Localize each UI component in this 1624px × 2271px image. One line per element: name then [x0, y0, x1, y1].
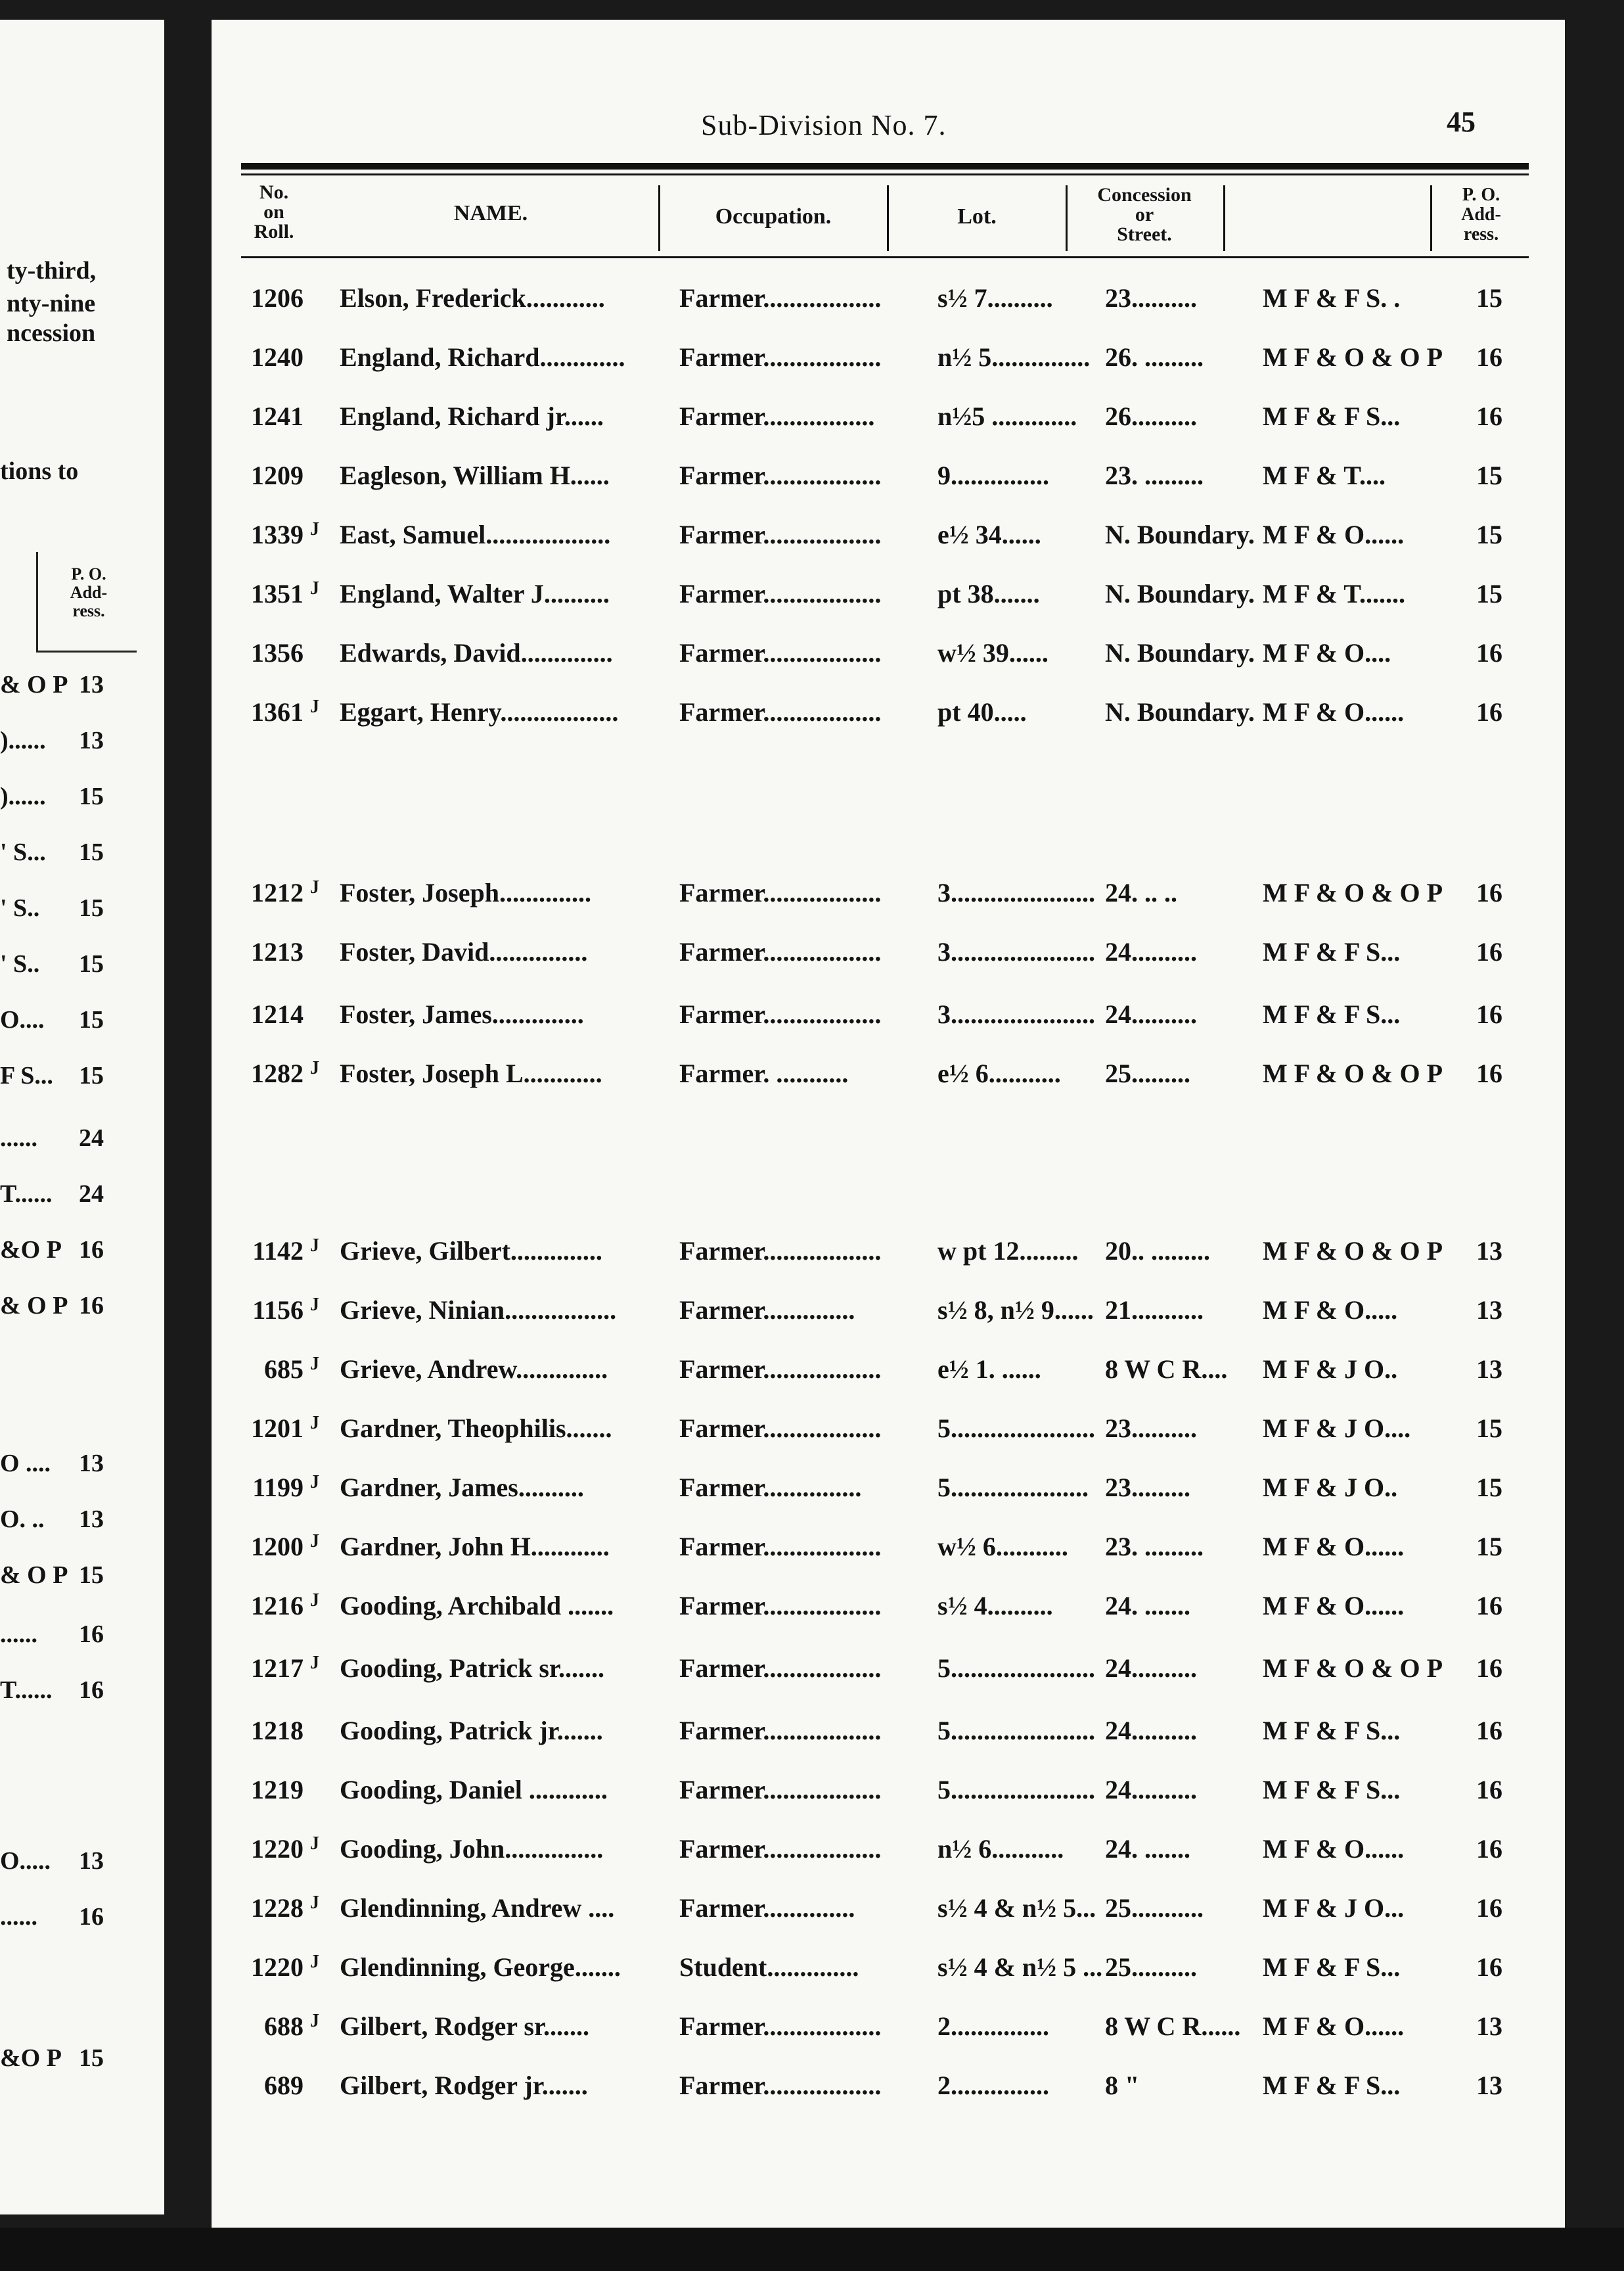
roll-number: 1228: [251, 1893, 304, 1923]
left-page-affiliation: F S...: [0, 1062, 53, 1090]
po-address: 16: [1476, 1716, 1502, 1745]
left-page-po-number: 15: [79, 894, 104, 922]
left-page-po-number: 15: [79, 838, 104, 866]
occupation: Farmer..................: [679, 1834, 882, 1864]
po-address: 13: [1476, 2071, 1502, 2100]
occupation: Farmer..................: [679, 937, 882, 967]
roll-number: 1216: [251, 1591, 304, 1620]
occupation: Farmer..................: [679, 342, 882, 372]
left-page-text-line: tions to: [0, 457, 79, 485]
concession: 24..........: [1105, 1716, 1197, 1745]
left-facing-page: [0, 20, 164, 2214]
column-divider: [1223, 185, 1225, 251]
voter-name: Gooding, Patrick jr.......: [340, 1716, 603, 1745]
concession: 8 W C R....: [1105, 1354, 1228, 1384]
voter-name: England, Richard.............: [340, 342, 625, 372]
header-top-rule: [241, 163, 1529, 170]
main-page: [212, 20, 1565, 2267]
concession: 23..........: [1105, 1413, 1197, 1443]
political-affiliation: M F & T.......: [1263, 579, 1406, 608]
voter-name: Glendinning, George.......: [340, 1952, 621, 1982]
left-page-po-number: 13: [79, 1505, 104, 1533]
juror-mark: J: [310, 1590, 319, 1611]
roll-number: 1220: [251, 1952, 304, 1982]
lot: s½ 4 & n½ 5...: [937, 1893, 1096, 1923]
political-affiliation: M F & F S...: [1263, 1716, 1401, 1745]
po-address: 16: [1476, 1952, 1502, 1982]
column-divider: [887, 185, 889, 251]
political-affiliation: M F & O......: [1263, 697, 1405, 727]
voter-name: Gilbert, Rodger sr.......: [340, 2011, 589, 2041]
roll-number: 688: [264, 2011, 304, 2041]
po-address: 15: [1476, 1532, 1502, 1561]
political-affiliation: M F & O & O P: [1263, 1236, 1443, 1266]
juror-mark: J: [310, 519, 319, 539]
political-affiliation: M F & O......: [1263, 1591, 1405, 1620]
juror-mark: J: [310, 2011, 319, 2031]
occupation: Farmer..................: [679, 1413, 882, 1443]
occupation: Farmer..................: [679, 697, 882, 727]
left-page-po-number: 16: [79, 1292, 104, 1319]
occupation: Farmer.................: [679, 401, 875, 431]
left-page-po-header: P. O. Add- ress.: [70, 564, 108, 620]
voter-name: England, Richard jr......: [340, 401, 604, 431]
concession: 23..........: [1105, 283, 1197, 313]
concession: 8 ": [1105, 2071, 1140, 2100]
lot: s½ 7..........: [937, 283, 1053, 313]
po-address: 16: [1476, 1653, 1502, 1683]
lot: e½ 1. ......: [937, 1354, 1041, 1384]
left-page-po-number: 15: [79, 1006, 104, 1034]
po-address: 15: [1476, 1413, 1502, 1443]
juror-mark: J: [310, 1235, 319, 1256]
political-affiliation: M F & F S. .: [1263, 283, 1401, 313]
roll-number: 1217: [251, 1653, 304, 1683]
concession: 25...........: [1105, 1893, 1204, 1923]
voter-name: Gooding, Daniel ............: [340, 1775, 608, 1804]
roll-number: 1339: [251, 520, 304, 549]
header-top-thin-rule: [241, 173, 1529, 175]
voter-name: Grieve, Ninian.................: [340, 1295, 617, 1325]
political-affiliation: M F & F S...: [1263, 1775, 1401, 1804]
left-page-affiliation: ......: [0, 1620, 37, 1648]
occupation: Farmer..................: [679, 999, 882, 1029]
lot: 3......................: [937, 878, 1095, 907]
lot: 3......................: [937, 937, 1095, 967]
column-divider: [1430, 185, 1432, 251]
lot: 5.....................: [937, 1473, 1089, 1502]
voter-name: Elson, Frederick............: [340, 283, 605, 313]
roll-number: 1220: [251, 1834, 304, 1864]
voter-name: Gilbert, Rodger jr.......: [340, 2071, 588, 2100]
political-affiliation: M F & T....: [1263, 461, 1386, 490]
roll-number: 1218: [251, 1716, 304, 1745]
concession: 26..........: [1105, 401, 1197, 431]
voter-name: England, Walter J..........: [340, 579, 610, 608]
roll-number: 1214: [251, 999, 304, 1029]
political-affiliation: M F & O & O P: [1263, 1653, 1443, 1683]
concession: 8 W C R......: [1105, 2011, 1241, 2041]
occupation: Farmer..................: [679, 1775, 882, 1804]
concession: 24..........: [1105, 1653, 1197, 1683]
political-affiliation: M F & J O...: [1263, 1893, 1405, 1923]
left-page-po-number: 15: [79, 1561, 104, 1589]
left-page-po-number: 15: [79, 783, 104, 810]
juror-mark: J: [310, 1531, 319, 1551]
po-address: 16: [1476, 878, 1502, 907]
occupation: Farmer..................: [679, 1236, 882, 1266]
lot: n½ 6...........: [937, 1834, 1064, 1864]
occupation: Farmer..................: [679, 638, 882, 668]
left-page-affiliation: &O P: [0, 1236, 62, 1264]
juror-mark: J: [310, 1653, 319, 1673]
left-page-po-number: 16: [79, 1676, 104, 1704]
roll-number: 1199: [252, 1473, 304, 1502]
juror-mark: J: [310, 1354, 319, 1374]
column-divider: [658, 185, 660, 251]
political-affiliation: M F & F S...: [1263, 937, 1401, 967]
juror-mark: J: [310, 1833, 319, 1854]
voter-name: Gooding, Archibald .......: [340, 1591, 614, 1620]
left-page-affiliation: )......: [0, 783, 46, 810]
left-page-affiliation: O. ..: [0, 1505, 45, 1533]
juror-mark: J: [310, 1472, 319, 1492]
concession: 20.. .........: [1105, 1236, 1210, 1266]
political-affiliation: M F & O & O P: [1263, 878, 1443, 907]
lot: n½ 5...............: [937, 342, 1091, 372]
roll-number: 685: [264, 1354, 304, 1384]
po-address: 13: [1476, 1295, 1502, 1325]
voter-name: East, Samuel...................: [340, 520, 611, 549]
po-address: 16: [1476, 1775, 1502, 1804]
juror-mark: J: [310, 1413, 319, 1433]
roll-number: 1241: [251, 401, 304, 431]
lot: 5......................: [937, 1653, 1095, 1683]
left-page-po-number: 15: [79, 950, 104, 978]
occupation: Farmer..................: [679, 1354, 882, 1384]
left-page-affiliation: T......: [0, 1676, 53, 1704]
roll-number: 1356: [251, 638, 304, 668]
concession: 24. .......: [1105, 1834, 1190, 1864]
lot: w½ 39......: [937, 638, 1049, 668]
occupation: Farmer..................: [679, 2011, 882, 2041]
po-address: 16: [1476, 1591, 1502, 1620]
lot: n½5 .............: [937, 401, 1077, 431]
left-page-text-line: ty-third,: [7, 257, 97, 285]
voter-name: Gardner, Theophilis.......: [340, 1413, 612, 1443]
political-affiliation: M F & J O....: [1263, 1413, 1411, 1443]
political-affiliation: M F & F S...: [1263, 999, 1401, 1029]
occupation: Farmer. ...........: [679, 1059, 849, 1088]
header-roll: No. on Roll.: [254, 181, 294, 242]
left-page-affiliation: T......: [0, 1180, 53, 1208]
roll-number: 1219: [251, 1775, 304, 1804]
concession: N. Boundary.: [1105, 697, 1255, 727]
roll-number: 1240: [251, 342, 304, 372]
left-page-po-number: 15: [79, 2044, 104, 2072]
header-bottom-rule: [241, 256, 1529, 258]
voter-name: Grieve, Andrew..............: [340, 1354, 608, 1384]
po-address: 15: [1476, 520, 1502, 549]
concession: 24..........: [1105, 999, 1197, 1029]
occupation: Farmer..................: [679, 2071, 882, 2100]
political-affiliation: M F & O....: [1263, 638, 1391, 668]
left-page-affiliation: &O P: [0, 2044, 62, 2072]
occupation: Farmer..................: [679, 1591, 882, 1620]
roll-number: 1142: [252, 1236, 304, 1266]
political-affiliation: M F & J O..: [1263, 1354, 1398, 1384]
lot: w½ 6...........: [937, 1532, 1068, 1561]
po-address: 15: [1476, 579, 1502, 608]
occupation: Farmer..................: [679, 1653, 882, 1683]
occupation: Farmer..................: [679, 579, 882, 608]
left-page-po-number: 13: [79, 671, 104, 699]
voter-name: Glendinning, Andrew ....: [340, 1893, 615, 1923]
political-affiliation: M F & F S...: [1263, 1952, 1401, 1982]
roll-number: 1200: [251, 1532, 304, 1561]
occupation: Farmer..................: [679, 1716, 882, 1745]
political-affiliation: M F & J O..: [1263, 1473, 1398, 1502]
lot: e½ 34......: [937, 520, 1041, 549]
po-address: 15: [1476, 283, 1502, 313]
left-page-po-number: 13: [79, 727, 104, 754]
lot: 5......................: [937, 1413, 1095, 1443]
left-page-affiliation: ......: [0, 1903, 37, 1931]
concession: 23.........: [1105, 1473, 1190, 1502]
political-affiliation: M F & O......: [1263, 1834, 1405, 1864]
voter-name: Grieve, Gilbert..............: [340, 1236, 602, 1266]
roll-number: 1282: [251, 1059, 304, 1088]
lot: pt 40.....: [937, 697, 1027, 727]
voter-name: Edwards, David..............: [340, 638, 613, 668]
lot: s½ 4..........: [937, 1591, 1053, 1620]
political-affiliation: M F & O.....: [1263, 1295, 1398, 1325]
occupation: Farmer..................: [679, 461, 882, 490]
occupation: Farmer..................: [679, 283, 882, 313]
concession: N. Boundary.: [1105, 579, 1255, 608]
po-address: 16: [1476, 697, 1502, 727]
concession: 25.........: [1105, 1059, 1190, 1088]
roll-number: 1209: [251, 461, 304, 490]
voter-name: Foster, Joseph..............: [340, 878, 591, 907]
occupation: Farmer..................: [679, 1532, 882, 1561]
lot: w pt 12.........: [937, 1236, 1079, 1266]
po-address: 16: [1476, 401, 1502, 431]
roll-number: 1213: [251, 937, 304, 967]
concession: 24..........: [1105, 1775, 1197, 1804]
juror-mark: J: [310, 877, 319, 898]
left-page-affiliation: ......: [0, 1124, 37, 1152]
concession: 23. .........: [1105, 461, 1204, 490]
concession: 23. .........: [1105, 1532, 1204, 1561]
po-address: 16: [1476, 342, 1502, 372]
header-po-address: P. O. Add- ress.: [1461, 185, 1501, 244]
political-affiliation: M F & O......: [1263, 520, 1405, 549]
concession: 25..........: [1105, 1952, 1197, 1982]
left-page-po-number: 24: [79, 1180, 104, 1208]
roll-number: 1212: [251, 878, 304, 907]
juror-mark: J: [310, 1295, 319, 1315]
occupation: Farmer..............: [679, 1893, 855, 1923]
concession: 26. .........: [1105, 342, 1204, 372]
concession: 24. .......: [1105, 1591, 1190, 1620]
left-page-affiliation: & O P: [0, 671, 68, 699]
voter-name: Gardner, John H............: [340, 1532, 610, 1561]
voter-name: Gardner, James..........: [340, 1473, 584, 1502]
voter-name: Gooding, John...............: [340, 1834, 604, 1864]
left-page-po-number: 16: [79, 1620, 104, 1648]
roll-number: 1351: [251, 579, 304, 608]
lot: s½ 8, n½ 9......: [937, 1295, 1094, 1325]
header-lot: Lot.: [957, 204, 997, 229]
running-head: Sub-Division No. 7.: [701, 109, 947, 141]
political-affiliation: M F & O & O P: [1263, 1059, 1443, 1088]
lot: s½ 4 & n½ 5 ...: [937, 1952, 1103, 1982]
header-concession: Concession or Street.: [1097, 184, 1192, 245]
voter-name: Gooding, Patrick sr.......: [340, 1653, 604, 1683]
po-address: 15: [1476, 1473, 1502, 1502]
juror-mark: J: [310, 578, 319, 599]
concession: 24..........: [1105, 937, 1197, 967]
left-page-affiliation: & O P: [0, 1292, 68, 1319]
occupation: Farmer..............: [679, 1295, 855, 1325]
voter-name: Foster, David...............: [340, 937, 588, 967]
left-page-po-number: 16: [79, 1903, 104, 1931]
po-address: 13: [1476, 1354, 1502, 1384]
po-address: 16: [1476, 1893, 1502, 1923]
lot: 2...............: [937, 2011, 1049, 2041]
po-address: 16: [1476, 638, 1502, 668]
juror-mark: J: [310, 1058, 319, 1078]
concession: N. Boundary.: [1105, 638, 1255, 668]
voter-name: Foster, James..............: [340, 999, 584, 1029]
left-page-affiliation: O....: [0, 1006, 45, 1034]
left-page-po-number: 13: [79, 1847, 104, 1875]
po-address: 16: [1476, 1834, 1502, 1864]
concession: 21...........: [1105, 1295, 1204, 1325]
political-affiliation: M F & O......: [1263, 2011, 1405, 2041]
left-page-po-number: 13: [79, 1450, 104, 1477]
left-page-affiliation: ' S..: [0, 894, 40, 922]
voter-name: Eggart, Henry..................: [340, 697, 619, 727]
occupation: Farmer...............: [679, 1473, 862, 1502]
lot: e½ 6...........: [937, 1059, 1061, 1088]
juror-mark: J: [310, 1892, 319, 1913]
concession: 24. .. ..: [1105, 878, 1177, 907]
occupation: Student..............: [679, 1952, 859, 1982]
header-name: NAME.: [453, 201, 528, 225]
left-page-affiliation: )......: [0, 727, 46, 754]
lot: 3......................: [937, 999, 1095, 1029]
voter-name: Eagleson, William H......: [340, 461, 610, 490]
occupation: Farmer..................: [679, 520, 882, 549]
left-page-text-line: ncession: [7, 319, 96, 347]
lot: pt 38.......: [937, 579, 1040, 608]
po-address: 16: [1476, 1059, 1502, 1088]
left-page-affiliation: O ....: [0, 1450, 51, 1477]
po-address: 16: [1476, 937, 1502, 967]
left-page-affiliation: O.....: [0, 1847, 51, 1875]
roll-number: 1361: [251, 697, 304, 727]
left-page-po-number: 24: [79, 1124, 104, 1152]
political-affiliation: M F & F S...: [1263, 2071, 1401, 2100]
political-affiliation: M F & O & O P: [1263, 342, 1443, 372]
scan-edge: [0, 2228, 1624, 2271]
po-address: 13: [1476, 1236, 1502, 1266]
lot: 5......................: [937, 1775, 1095, 1804]
po-address: 15: [1476, 461, 1502, 490]
lot: 9...............: [937, 461, 1049, 490]
left-page-affiliation: ' S..: [0, 950, 40, 978]
roll-number: 689: [264, 2071, 304, 2100]
roll-number: 1201: [251, 1413, 304, 1443]
header-occupation: Occupation.: [715, 204, 832, 229]
po-address: 13: [1476, 2011, 1502, 2041]
page-number: 45: [1447, 106, 1476, 138]
roll-number: 1206: [251, 283, 304, 313]
left-page-po-number: 15: [79, 1062, 104, 1090]
occupation: Farmer..................: [679, 878, 882, 907]
roll-number: 1156: [252, 1295, 304, 1325]
lot: 5......................: [937, 1716, 1095, 1745]
po-address: 16: [1476, 999, 1502, 1029]
political-affiliation: M F & F S...: [1263, 401, 1401, 431]
voter-name: Foster, Joseph L............: [340, 1059, 602, 1088]
left-page-po-number: 16: [79, 1236, 104, 1264]
left-page-affiliation: ' S...: [0, 838, 46, 866]
juror-mark: J: [310, 697, 319, 717]
left-page-affiliation: & O P: [0, 1561, 68, 1589]
left-page-text-line: nty-nine: [7, 290, 96, 317]
lot: 2...............: [937, 2071, 1049, 2100]
concession: N. Boundary.: [1105, 520, 1255, 549]
juror-mark: J: [310, 1952, 319, 1972]
political-affiliation: M F & O......: [1263, 1532, 1405, 1561]
